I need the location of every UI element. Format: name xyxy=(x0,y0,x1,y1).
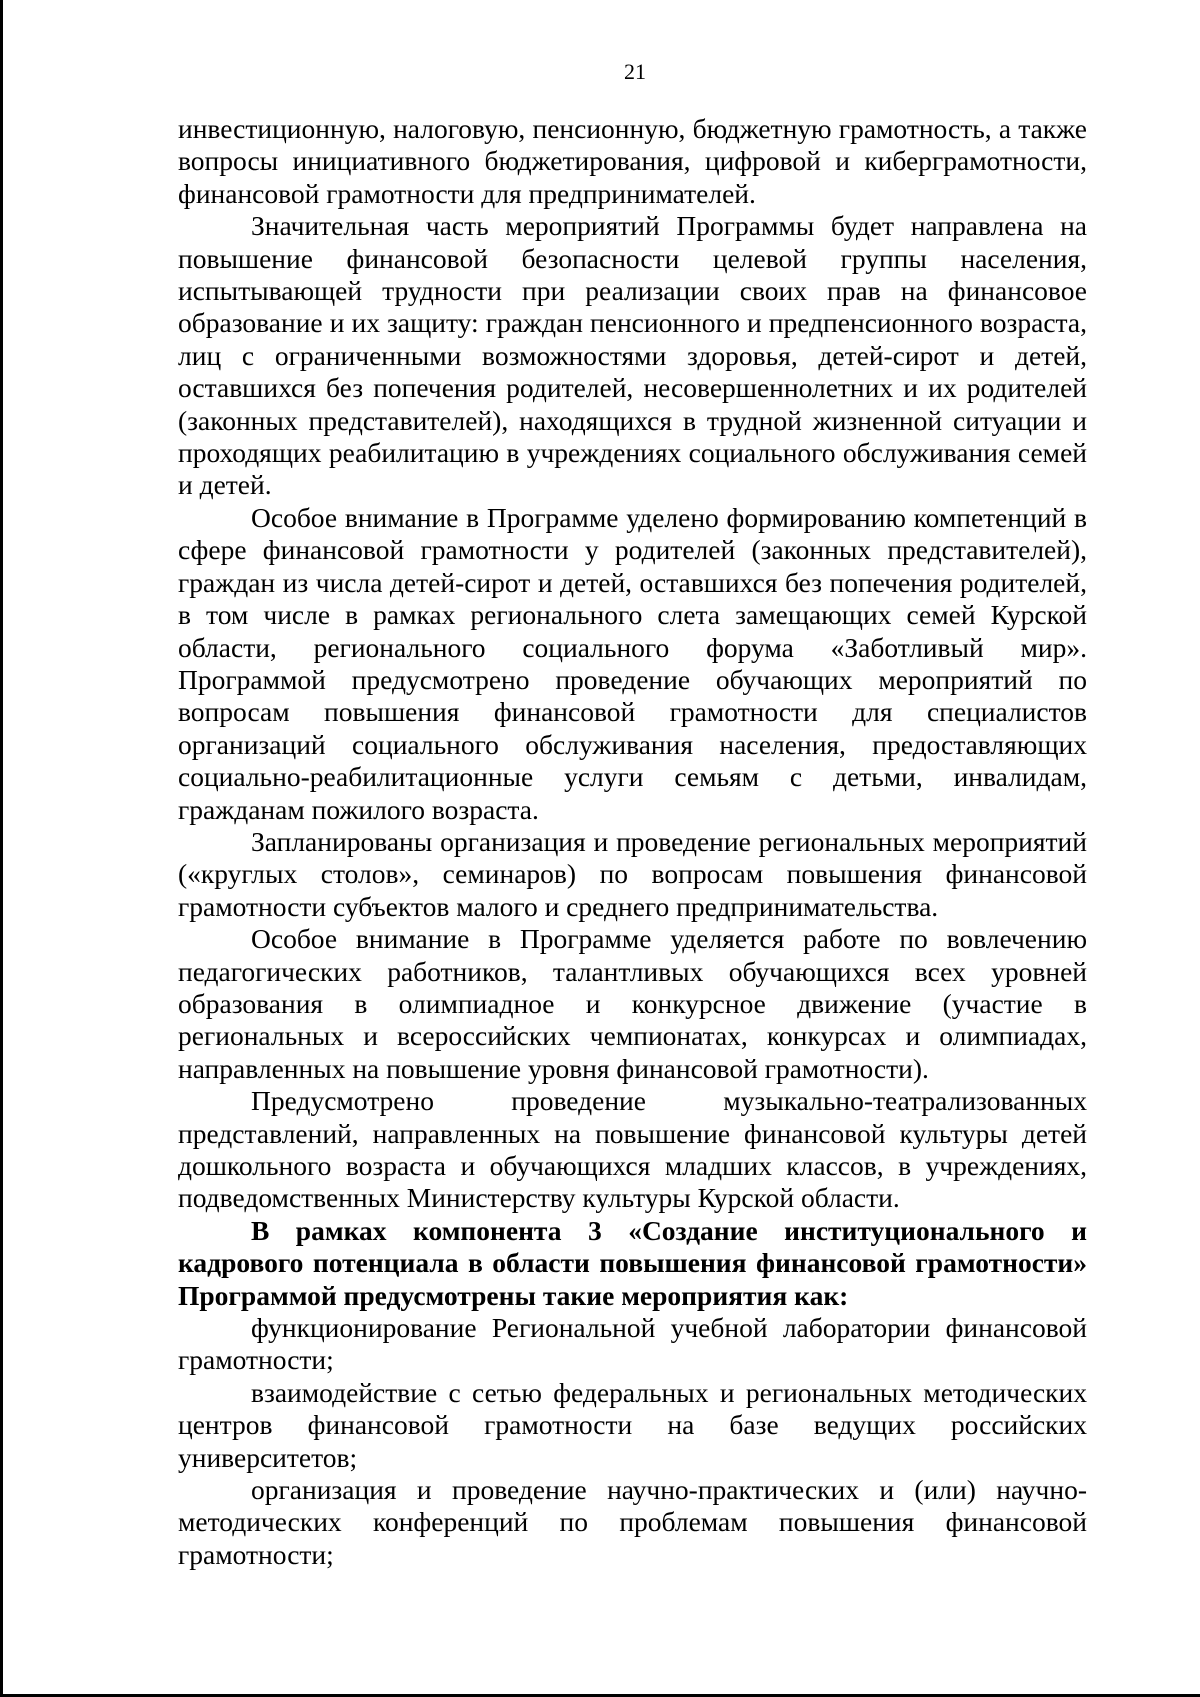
paragraph-4: Запланированы организация и проведение региональных мероприятий («круглых столов», семинаров) по вопросам повышения финансовой грамотности субъектов малого и среднего предпринимательства. xyxy=(178,825,1087,922)
paragraph-2: Значительная часть мероприятий Программы будет направлена на повышение финансовой безопасности целевой группы населения, испытывающей трудности при реализации своих прав на финансовое образование и их защиту: граждан пенсионного и предпенсионного возраста, лиц с ограниченными возможностями здоровья, детей-сирот и детей, оставшихся без попечения родителей, несовершеннолетних и их родителей (законных представителей), находящихся в трудной жизненной ситуации и проходящих реабилитацию в учреждениях социального обслуживания семей и детей. xyxy=(178,210,1087,501)
paragraph-1: инвестиционную, налоговую, пенсионную, бюджетную грамотность, а также вопросы инициативного бюджетирования, цифровой и киберграмотности, финансовой грамотности для предпринимателей. xyxy=(178,113,1087,209)
paragraph-10-list-item: организация и проведение научно-практических и (или) научно-методических конференций по проблемам повышения финансовой грамотности; xyxy=(178,1474,1087,1570)
paragraph-5: Особое внимание в Программе уделяется работе по вовлечению педагогических работников, талантливых обучающихся всех уровней образования в олимпиадное и конкурсное движение (участие в региональных и всероссийских чемпионатах, конкурсах и олимпиадах, направленных на повышение уровня финансовой грамотности). xyxy=(178,923,1087,1084)
paragraph-3: Особое внимание в Программе уделено формированию компетенций в сфере финансовой грамотности у родителей (законных представителей), граждан из числа детей-сирот и детей, оставшихся без попечения родителей, в том числе в рамках регионального слета замещающих семей Курской области, регионального социального форума «Заботливый мир». Программой предусмотрено проведение обучающих мероприятий по вопросам повышения финансовой грамотности для специалистов организаций социального обслуживания населения, предоставляющих социально-реабилитационные услуги семьям с детьми, инвалидам, гражданам пожилого возраста. xyxy=(178,501,1087,825)
document-body xyxy=(178,113,1087,1571)
page-number: 21 xyxy=(624,59,646,84)
paragraph-9-list-item: взаимодействие с сетью федеральных и региональных методических центров финансовой грамотности на базе ведущих российских университетов; xyxy=(178,1376,1087,1473)
scan-edge-left xyxy=(0,0,3,1697)
paragraph-8-list-item: функционирование Региональной учебной лаборатории финансовой грамотности; xyxy=(178,1312,1087,1376)
paragraph-6: Предусмотрено проведение музыкально-театрализованных представлений, направленных на повышение финансовой культуры детей дошкольного возраста и обучающихся младших классов, в учреждениях, подведомственных Министерству культуры Курской области. xyxy=(178,1085,1087,1214)
paragraph-7-bold-heading: В рамках компонента 3 «Создание институционального и кадрового потенциала в области повышения финансовой грамотности» Программой предусмотрены такие мероприятия как: xyxy=(178,1214,1087,1311)
